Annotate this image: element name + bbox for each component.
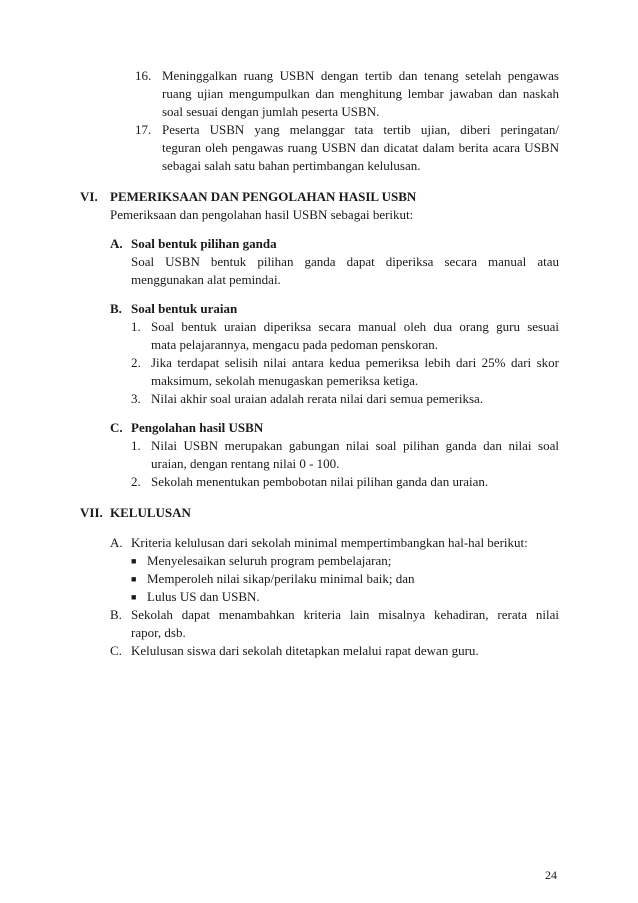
paragraph-line: rapor, dsb.: [131, 625, 186, 640]
list-item-number: 3.: [131, 391, 141, 406]
section-title: KELULUSAN: [110, 505, 191, 520]
list-item-number: 16.: [135, 68, 152, 83]
bullet-item: Memperoleh nilai sikap/perilaku minimal baik; dan: [147, 571, 415, 586]
list-item-line: soal sesuai dengan jumlah peserta USBN.: [162, 104, 380, 119]
bullet-icon: ■: [131, 556, 137, 566]
paragraph-line: Sekolah dapat menambahkan kriteria lain misalnya kehadiran, rerata nilai: [131, 607, 559, 622]
bullet-icon: ■: [131, 574, 137, 584]
paragraph-line: Soal USBN bentuk pilihan ganda dapat diperiksa secara manual atau: [131, 254, 559, 269]
list-item-line: mata pelajarannya, mengacu pada pedoman penskoran.: [151, 337, 438, 352]
subsection-title: Pengolahan hasil USBN: [131, 420, 264, 435]
section-number: VII.: [80, 505, 103, 520]
list-item-line: uraian, dengan rentang nilai 0 - 100.: [151, 456, 340, 471]
list-item-number: 2.: [131, 355, 141, 370]
subsection-letter: C.: [110, 420, 123, 435]
subsection-letter: C.: [110, 643, 122, 658]
list-item-line: Meninggalkan ruang USBN dengan tertib dan tenang setelah pengawas: [162, 68, 559, 83]
list-item-line: maksimum, sekolah menugaskan pemeriksa ketiga.: [151, 373, 419, 388]
section-title: PEMERIKSAAN DAN PENGOLAHAN HASIL USBN: [110, 189, 417, 204]
list-item-line: Peserta USBN yang melanggar tata tertib ujian, diberi peringatan/: [162, 122, 559, 137]
subsection-letter: A.: [110, 236, 123, 251]
list-item-number: 1.: [131, 319, 141, 334]
subsection-letter: B.: [110, 301, 122, 316]
paragraph-line: Kriteria kelulusan dari sekolah minimal mempertimbangkan hal-hal berikut:: [131, 535, 528, 550]
list-item-number: 1.: [131, 438, 141, 453]
list-item-line: Jika terdapat selisih nilai antara kedua pemeriksa lebih dari 25% dari skor: [151, 355, 559, 370]
list-item-line: Soal bentuk uraian diperiksa secara manual oleh dua orang guru sesuai: [151, 319, 559, 334]
paragraph-line: menggunakan alat pemindai.: [131, 272, 281, 287]
list-item-number: 17.: [135, 122, 152, 137]
bullet-item: Lulus US dan USBN.: [147, 589, 260, 604]
page-number: 24: [545, 868, 557, 882]
subsection-title: Soal bentuk uraian: [131, 301, 238, 316]
section-number: VI.: [80, 189, 98, 204]
list-item-line: sebagai salah satu bahan pertimbangan kelulusan.: [162, 158, 421, 173]
paragraph-line: Kelulusan siswa dari sekolah ditetapkan melalui rapat dewan guru.: [131, 643, 479, 658]
list-item-line: Sekolah menentukan pembobotan nilai pilihan ganda dan uraian.: [151, 474, 489, 489]
list-item-number: 2.: [131, 474, 141, 489]
bullet-icon: ■: [131, 592, 137, 602]
list-item-line: Nilai akhir soal uraian adalah rerata nilai dari semua pemeriksa.: [151, 391, 484, 406]
bullet-item: Menyelesaikan seluruh program pembelajaran;: [147, 553, 392, 568]
list-item-line: ruang ujian mengumpulkan dan menghitung lembar jawaban dan naskah: [162, 86, 559, 101]
subsection-title: Soal bentuk pilihan ganda: [131, 236, 277, 251]
subsection-letter: B.: [110, 607, 122, 622]
list-item-line: teguran oleh pengawas ruang USBN dan dicatat dalam berita acara USBN: [162, 140, 559, 155]
section-intro: Pemeriksaan dan pengolahan hasil USBN sebagai berikut:: [110, 207, 414, 222]
list-item-line: Nilai USBN merupakan gabungan nilai soal pilihan ganda dan nilai soal: [151, 438, 559, 453]
subsection-letter: A.: [110, 535, 123, 550]
